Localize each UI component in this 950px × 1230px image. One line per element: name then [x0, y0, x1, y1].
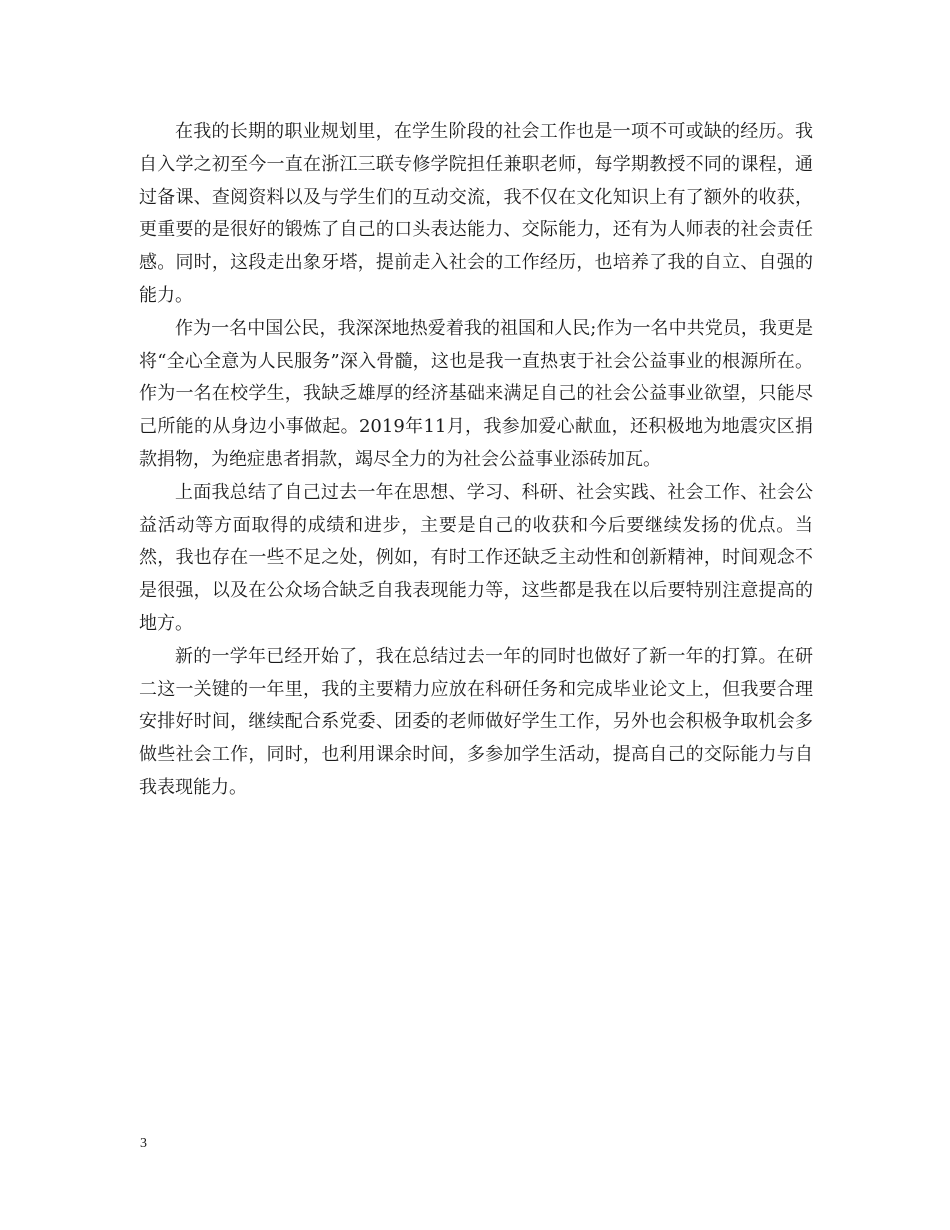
page-number: 3	[140, 1136, 147, 1151]
paragraph-summary: 上面我总结了自己过去一年在思想、学习、科研、社会实践、社会工作、社会公益活动等方面取得的成绩和进步，主要是自己的收获和今后要继续发扬的优点。当然，我也存在一些不足之处，例如，有时工作还缺乏主动性和创新精神，时间观念不是很强，以及在公众场合缺乏自我表现能力等，这些都是我在以后要特别注意提高的地方。	[139, 481, 813, 634]
paragraph-public-welfare: 作为一名中国公民，我深深地热爱着我的祖国和人民;作为一名中共党员，我更是将“全心全意为人民服务”深入骨髓，这也是我一直热衷于社会公益事业的根源所在。作为一名在校学生，我缺乏雄厚的经济基础来满足自己的社会公益事业欲望，只能尽己所能的从身边小事做起。2019年11月，我参加爱心献血，还积极地为地震灾区捐款捐物，为绝症患者捐款，竭尽全力的为社会公益事业添砖加瓦。	[139, 317, 813, 470]
paragraph-plan: 新的一学年已经开始了，我在总结过去一年的同时也做好了新一年的打算。在研二这一关键的一年里，我的主要精力应放在科研任务和完成毕业论文上，但我要合理安排好时间，继续配合系党委、团委的老师做好学生工作，另外也会积极争取机会多做些社会工作，同时，也利用课余时间，多参加学生活动，提高自己的交际能力与自我表现能力。	[139, 645, 813, 798]
paragraph-social-work: 在我的长期的职业规划里，在学生阶段的社会工作也是一项不可或缺的经历。我自入学之初至今一直在浙江三联专修学院担任兼职老师，每学期教授不同的课程，通过备课、查阅资料以及与学生们的互动交流，我不仅在文化知识上有了额外的收获，更重要的是很好的锻炼了自己的口头表达能力、交际能力，还有为人师表的社会责任感。同时，这段走出象牙塔，提前走入社会的工作经历，也培养了我的自立、自强的能力。	[139, 121, 813, 306]
document-body	[139, 116, 813, 805]
